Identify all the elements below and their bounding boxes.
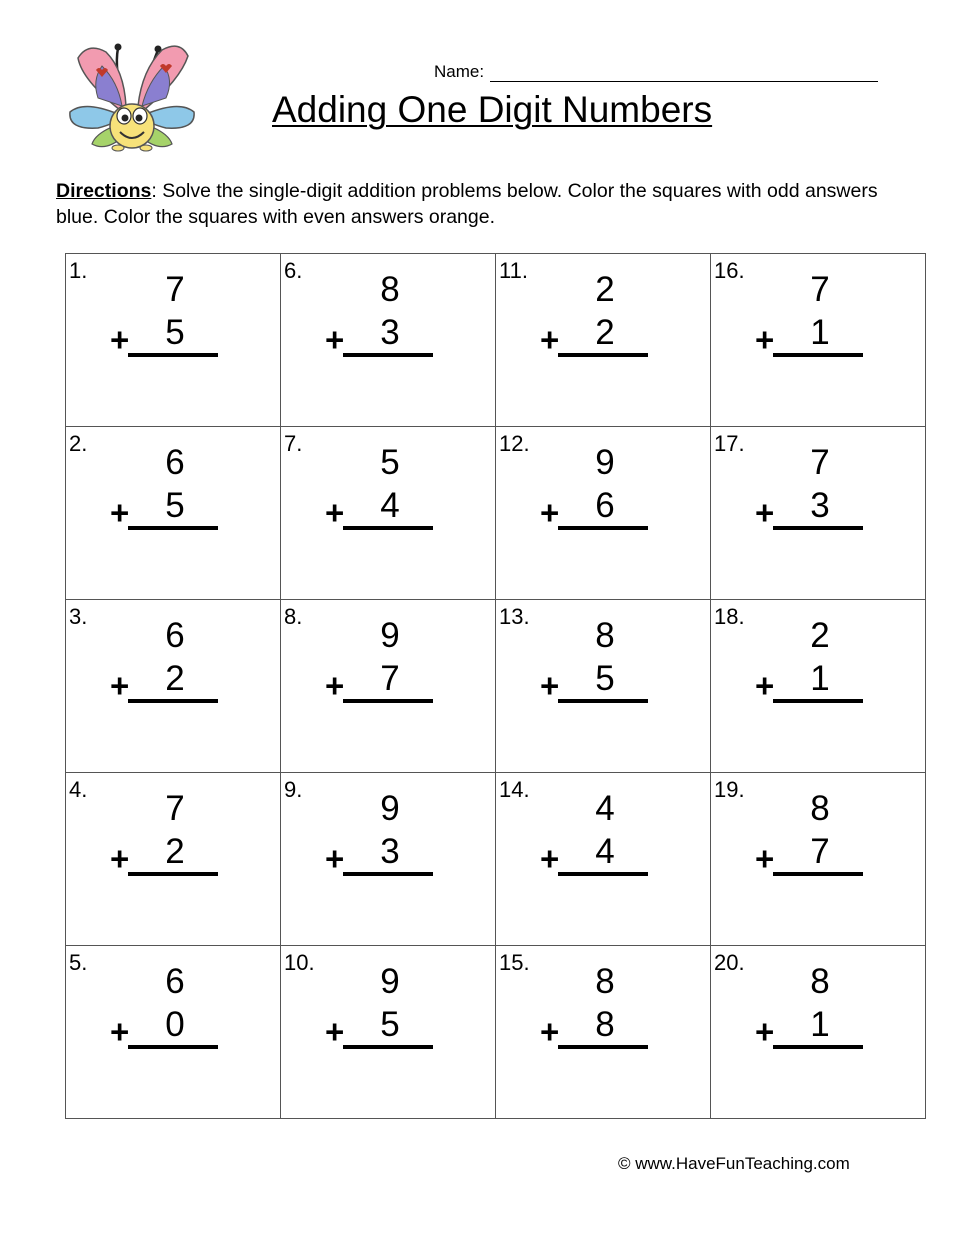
problem-square[interactable] — [66, 946, 281, 1119]
problem-cell[interactable] — [66, 427, 280, 599]
answer-line[interactable] — [343, 872, 433, 876]
problem-cell[interactable] — [711, 254, 925, 426]
problem-cell[interactable] — [496, 254, 710, 426]
grid-row — [66, 427, 926, 600]
addend-bottom: 7 — [810, 832, 830, 871]
plus-sign: + — [325, 321, 345, 358]
problem-square[interactable] — [496, 773, 711, 946]
plus-sign: + — [540, 840, 560, 877]
plus-sign: + — [540, 1013, 560, 1050]
addend-top: 8 — [810, 962, 830, 1001]
name-field[interactable] — [434, 58, 878, 82]
addend-bottom: 0 — [165, 1005, 185, 1044]
problem-number: 11. — [499, 258, 528, 283]
answer-line[interactable] — [773, 526, 863, 530]
problem-square[interactable] — [66, 600, 281, 773]
addend-top: 9 — [380, 616, 400, 655]
answer-line[interactable] — [773, 353, 863, 357]
addend-bottom: 1 — [810, 1005, 830, 1044]
addend-bottom: 4 — [380, 486, 400, 525]
problem-cell[interactable] — [711, 946, 925, 1118]
problem-cell[interactable] — [496, 773, 710, 945]
problem-square[interactable] — [496, 946, 711, 1119]
problem-cell[interactable] — [281, 254, 495, 426]
problem-square[interactable] — [711, 946, 926, 1119]
answer-line[interactable] — [773, 1045, 863, 1049]
plus-sign: + — [755, 321, 775, 358]
addend-top: 9 — [380, 962, 400, 1001]
plus-sign: + — [755, 840, 775, 877]
problem-number: 14. — [499, 777, 530, 802]
addend-bottom: 2 — [165, 659, 185, 698]
answer-line[interactable] — [343, 1045, 433, 1049]
problem-number: 8. — [284, 604, 303, 629]
problem-number: 5. — [69, 950, 88, 975]
addend-bottom: 8 — [595, 1005, 615, 1044]
plus-sign: + — [540, 321, 560, 358]
plus-sign: + — [325, 840, 345, 877]
answer-line[interactable] — [773, 699, 863, 703]
answer-line[interactable] — [558, 526, 648, 530]
addend-top: 5 — [380, 443, 400, 482]
problem-number: 10. — [284, 950, 315, 975]
problem-square[interactable] — [496, 254, 711, 427]
answer-line[interactable] — [128, 699, 218, 703]
problem-number: 12. — [499, 431, 530, 456]
copyright-footer: © www.HaveFunTeaching.com — [618, 1154, 850, 1173]
problem-number: 2. — [69, 431, 88, 456]
problem-cell[interactable] — [281, 427, 495, 599]
plus-sign: + — [755, 667, 775, 704]
plus-sign: + — [110, 1013, 130, 1050]
addend-bottom: 5 — [595, 659, 615, 698]
addend-top: 7 — [810, 443, 830, 482]
problem-cell[interactable] — [66, 254, 280, 426]
plus-sign: + — [755, 494, 775, 531]
addend-bottom: 2 — [165, 832, 185, 871]
problem-number: 16. — [714, 258, 745, 283]
problem-cell[interactable] — [281, 600, 495, 772]
answer-line[interactable] — [558, 1045, 648, 1049]
problem-cell[interactable] — [711, 427, 925, 599]
grid-row — [66, 946, 926, 1119]
problem-cell[interactable] — [66, 773, 280, 945]
addend-top: 8 — [595, 962, 615, 1001]
problem-number: 18. — [714, 604, 745, 629]
addend-bottom: 6 — [595, 486, 615, 525]
plus-sign: + — [325, 667, 345, 704]
addend-top: 2 — [810, 616, 830, 655]
answer-line[interactable] — [128, 872, 218, 876]
addend-bottom: 5 — [165, 313, 185, 352]
addend-bottom: 2 — [595, 313, 615, 352]
addend-top: 2 — [595, 270, 615, 309]
addend-bottom: 1 — [810, 313, 830, 352]
problem-number: 9. — [284, 777, 303, 802]
problem-number: 1. — [69, 258, 88, 283]
addend-top: 8 — [810, 789, 830, 828]
addend-top: 9 — [595, 443, 615, 482]
problem-number: 6. — [284, 258, 303, 283]
problem-square[interactable] — [66, 773, 281, 946]
addend-bottom: 5 — [165, 486, 185, 525]
problem-cell[interactable] — [281, 773, 495, 945]
addend-top: 6 — [165, 616, 185, 655]
problem-square[interactable] — [281, 773, 496, 946]
plus-sign: + — [755, 1013, 775, 1050]
addend-bottom: 5 — [380, 1005, 400, 1044]
addend-bottom: 3 — [380, 832, 400, 871]
answer-line[interactable] — [558, 699, 648, 703]
problem-cell[interactable] — [496, 600, 710, 772]
answer-line[interactable] — [558, 872, 648, 876]
problem-square[interactable] — [281, 254, 496, 427]
plus-sign: + — [325, 1013, 345, 1050]
addend-top: 9 — [380, 789, 400, 828]
addend-bottom: 3 — [380, 313, 400, 352]
answer-line[interactable] — [128, 1045, 218, 1049]
plus-sign: + — [110, 494, 130, 531]
answer-line[interactable] — [558, 353, 648, 357]
problem-square[interactable] — [281, 600, 496, 773]
answer-line[interactable] — [128, 526, 218, 530]
addend-top: 8 — [380, 270, 400, 309]
plus-sign: + — [110, 321, 130, 358]
problem-grid — [65, 253, 926, 1119]
addend-top: 7 — [165, 789, 185, 828]
answer-line[interactable] — [343, 526, 433, 530]
problem-number: 15. — [499, 950, 530, 975]
problem-cell[interactable] — [66, 600, 280, 772]
problem-number: 13. — [499, 604, 530, 629]
problem-square[interactable] — [66, 427, 281, 600]
name-label: Name: — [434, 62, 485, 81]
problem-number: 17. — [714, 431, 745, 456]
answer-line[interactable] — [128, 353, 218, 357]
problem-square[interactable] — [281, 946, 496, 1119]
addend-bottom: 3 — [810, 486, 830, 525]
addend-top: 6 — [165, 962, 185, 1001]
grid-row — [66, 600, 926, 773]
addend-top: 4 — [595, 789, 615, 828]
directions-text: : Solve the single-digit addition problems below. Color the squares with odd answers blue. Color the squares with even answers orange. — [56, 180, 878, 228]
addend-bottom: 1 — [810, 659, 830, 698]
grid-row — [66, 254, 926, 427]
problem-number: 3. — [69, 604, 88, 629]
problem-cell[interactable] — [496, 427, 710, 599]
problem-square[interactable] — [66, 254, 281, 427]
problem-number: 20. — [714, 950, 745, 975]
problem-square[interactable] — [711, 773, 926, 946]
problem-cell[interactable] — [281, 946, 495, 1118]
problem-square[interactable] — [711, 600, 926, 773]
problem-square[interactable] — [711, 254, 926, 427]
problem-cell[interactable] — [711, 773, 925, 945]
addend-top: 7 — [165, 270, 185, 309]
problem-cell[interactable] — [496, 946, 710, 1118]
plus-sign: + — [110, 840, 130, 877]
addend-bottom: 7 — [380, 659, 400, 698]
butterfly-mascot-icon — [62, 40, 202, 158]
problem-square[interactable] — [711, 427, 926, 600]
problem-number: 4. — [69, 777, 88, 802]
problem-square[interactable] — [496, 427, 711, 600]
plus-sign: + — [540, 494, 560, 531]
plus-sign: + — [110, 667, 130, 704]
problem-cell[interactable] — [66, 946, 280, 1118]
problem-square[interactable] — [281, 427, 496, 600]
addend-top: 7 — [810, 270, 830, 309]
plus-sign: + — [325, 494, 345, 531]
addend-top: 8 — [595, 616, 615, 655]
problem-cell[interactable] — [711, 600, 925, 772]
addend-top: 6 — [165, 443, 185, 482]
problem-number: 7. — [284, 431, 303, 456]
grid-row — [66, 773, 926, 946]
directions — [56, 178, 916, 230]
addend-bottom: 4 — [595, 832, 615, 871]
answer-line[interactable] — [343, 699, 433, 703]
directions-label: Directions — [56, 180, 152, 202]
worksheet-title: Adding One Digit Numbers — [272, 89, 713, 130]
problem-number: 19. — [714, 777, 745, 802]
answer-line[interactable] — [343, 353, 433, 357]
name-blank-line[interactable] — [490, 63, 878, 82]
plus-sign: + — [540, 667, 560, 704]
problem-square[interactable] — [496, 600, 711, 773]
answer-line[interactable] — [773, 872, 863, 876]
